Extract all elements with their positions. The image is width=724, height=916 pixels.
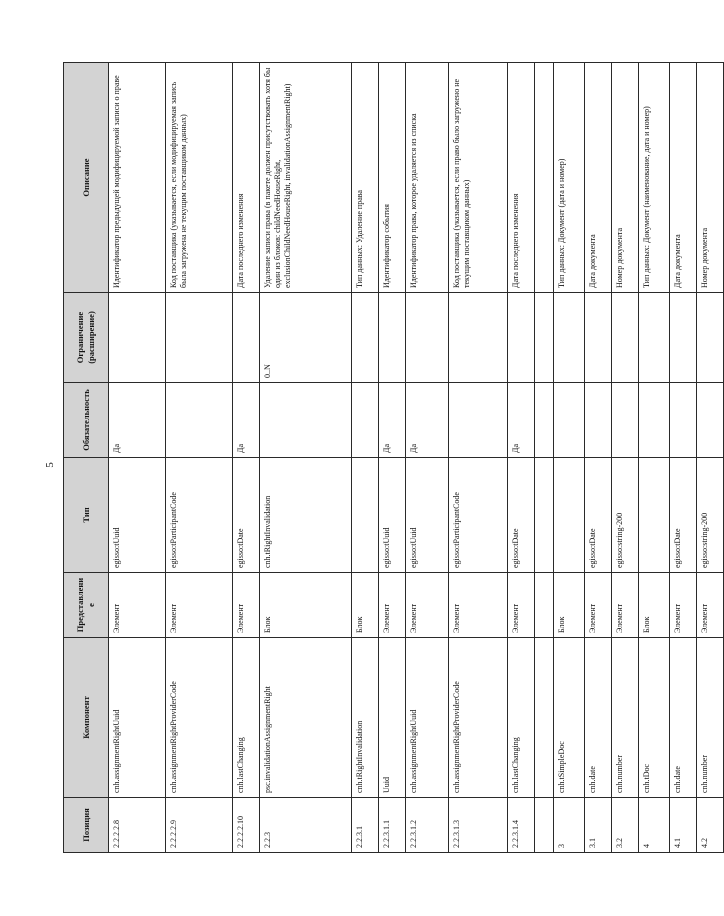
cell-description: Дата документа bbox=[585, 63, 612, 293]
table-row bbox=[508, 63, 535, 853]
cell-representation: Блок bbox=[260, 573, 352, 638]
cell-type: egisso:tUuid bbox=[379, 458, 406, 573]
cell-restriction: 0..N bbox=[260, 293, 352, 383]
cell-position: 4.2 bbox=[697, 798, 724, 853]
header-position: Позиция bbox=[64, 798, 109, 853]
cell-component: cnh.lastChanging bbox=[233, 638, 260, 798]
cell-description: Дата документа bbox=[670, 63, 697, 293]
table-row bbox=[697, 63, 724, 853]
cell-component: cnh.tDoc bbox=[639, 638, 670, 798]
cell-representation: Блок bbox=[639, 573, 670, 638]
cell-component: cnh.assignmentRightProviderCode bbox=[166, 638, 233, 798]
cell-description: Тип данных: Документ (дата и номер) bbox=[554, 63, 585, 293]
cell-representation: Блок bbox=[554, 573, 585, 638]
cell-component: cnh.assignmentRightProviderCode bbox=[449, 638, 508, 798]
header-component: Компонент bbox=[64, 638, 109, 798]
cell-description: Код поставщика (указывается, если право было загружено не текущим поставщиком данных) bbox=[449, 63, 508, 293]
header-description: Описание bbox=[64, 63, 109, 293]
cell-description: Идентификатор события bbox=[379, 63, 406, 293]
cell-required bbox=[166, 383, 233, 458]
cell-required bbox=[535, 383, 554, 458]
cell-restriction bbox=[352, 293, 379, 383]
cell-representation: Элемент bbox=[379, 573, 406, 638]
table-header-row bbox=[64, 63, 109, 853]
cell-required bbox=[449, 383, 508, 458]
cell-required: Да bbox=[406, 383, 449, 458]
cell-component: cnh.date bbox=[670, 638, 697, 798]
cell-restriction bbox=[406, 293, 449, 383]
cell-description: Удаление записи права (в пакете должен присутствовать хотя бы один из блоков: childNeedHouseRight, exclusionChildNeedHouseRight, invalidationAssignmentRight) bbox=[260, 63, 352, 293]
cell-required bbox=[554, 383, 585, 458]
cell-component: cnh.tRightInvalidation bbox=[352, 638, 379, 798]
header-restriction: Ограничение (расширение) bbox=[64, 293, 109, 383]
cell-position: 2.2.3.1.3 bbox=[449, 798, 508, 853]
cell-representation: Элемент bbox=[233, 573, 260, 638]
cell-representation: Элемент bbox=[406, 573, 449, 638]
cell-restriction bbox=[585, 293, 612, 383]
table-row bbox=[449, 63, 508, 853]
cell-description: Дата последнего изменения bbox=[233, 63, 260, 293]
cell-required: Да bbox=[109, 383, 166, 458]
page-number: 5 bbox=[44, 462, 56, 468]
cell-required bbox=[670, 383, 697, 458]
cell-representation: Блок bbox=[352, 573, 379, 638]
cell-position: 3.2 bbox=[612, 798, 639, 853]
cell-position: 2.2.3.1 bbox=[352, 798, 379, 853]
schema-table bbox=[63, 62, 724, 853]
cell-type bbox=[554, 458, 585, 573]
cell-restriction bbox=[379, 293, 406, 383]
cell-description: Код поставщика (указывается, если модифицируемая запись была загружена не текущим поставщиком данных) bbox=[166, 63, 233, 293]
cell-type bbox=[639, 458, 670, 573]
table-row bbox=[352, 63, 379, 853]
cell-position: 3.1 bbox=[585, 798, 612, 853]
cell-position: 2.2.3.1.4 bbox=[508, 798, 535, 853]
cell-representation: Элемент bbox=[697, 573, 724, 638]
table-row bbox=[585, 63, 612, 853]
cell-restriction bbox=[554, 293, 585, 383]
cell-type: egisso:tUuid bbox=[109, 458, 166, 573]
cell-position: 2.2.3.1.2 bbox=[406, 798, 449, 853]
cell-required bbox=[639, 383, 670, 458]
cell-component bbox=[535, 638, 554, 798]
table-row bbox=[670, 63, 697, 853]
cell-description: Тип данных: Документ (наименование, дата и номер) bbox=[639, 63, 670, 293]
cell-required: Да bbox=[508, 383, 535, 458]
cell-required bbox=[352, 383, 379, 458]
cell-type: egisso:tParticipantCode bbox=[166, 458, 233, 573]
header-representation: Представление bbox=[64, 573, 109, 638]
cell-description bbox=[535, 63, 554, 293]
cell-restriction bbox=[639, 293, 670, 383]
cell-required bbox=[260, 383, 352, 458]
cell-component: cnh.assignmentRightUuid bbox=[406, 638, 449, 798]
cell-restriction bbox=[535, 293, 554, 383]
cell-position: 3 bbox=[554, 798, 585, 853]
table-row bbox=[260, 63, 352, 853]
table-row bbox=[554, 63, 585, 853]
cell-representation bbox=[535, 573, 554, 638]
cell-position bbox=[535, 798, 554, 853]
cell-description: Дата последнего изменения bbox=[508, 63, 535, 293]
cell-restriction bbox=[233, 293, 260, 383]
header-required: Обязательность bbox=[64, 383, 109, 458]
cell-component: Uuid bbox=[379, 638, 406, 798]
cell-restriction bbox=[449, 293, 508, 383]
cell-type: egisso:tParticipantCode bbox=[449, 458, 508, 573]
cell-type: egisso:tDate bbox=[233, 458, 260, 573]
cell-representation: Элемент bbox=[166, 573, 233, 638]
cell-restriction bbox=[166, 293, 233, 383]
cell-type: egisso:tUuid bbox=[406, 458, 449, 573]
table-row bbox=[109, 63, 166, 853]
table-row bbox=[379, 63, 406, 853]
table-row-empty bbox=[535, 63, 554, 853]
cell-type: egisso:string-200 bbox=[612, 458, 639, 573]
table-row bbox=[233, 63, 260, 853]
cell-description: Номер документа bbox=[612, 63, 639, 293]
cell-representation: Элемент bbox=[612, 573, 639, 638]
cell-description: Идентификатор предыдущей модифицируемой записи о праве bbox=[109, 63, 166, 293]
cell-position: 2.2.3.1.1 bbox=[379, 798, 406, 853]
cell-component: cnh.assignmentRightUuid bbox=[109, 638, 166, 798]
cell-type: egisso:string-200 bbox=[697, 458, 724, 573]
cell-component: cnh.date bbox=[585, 638, 612, 798]
cell-position: 4.1 bbox=[670, 798, 697, 853]
table-row bbox=[406, 63, 449, 853]
cell-representation: Элемент bbox=[508, 573, 535, 638]
table-row bbox=[639, 63, 670, 853]
table-row bbox=[612, 63, 639, 853]
cell-restriction bbox=[109, 293, 166, 383]
cell-restriction bbox=[697, 293, 724, 383]
cell-type: egisso:tDate bbox=[670, 458, 697, 573]
cell-required bbox=[697, 383, 724, 458]
cell-representation: Элемент bbox=[670, 573, 697, 638]
cell-required: Да bbox=[379, 383, 406, 458]
cell-position: 2.2.2.2.8 bbox=[109, 798, 166, 853]
cell-position: 2.2.2.2.10 bbox=[233, 798, 260, 853]
cell-type: cnh.tRightInvalidation bbox=[260, 458, 352, 573]
cell-restriction bbox=[508, 293, 535, 383]
cell-restriction bbox=[670, 293, 697, 383]
cell-type bbox=[535, 458, 554, 573]
cell-component: cnh.number bbox=[612, 638, 639, 798]
cell-required bbox=[612, 383, 639, 458]
cell-representation: Элемент bbox=[449, 573, 508, 638]
cell-description: Номер документа bbox=[697, 63, 724, 293]
cell-component: cnh.tSimpleDoc bbox=[554, 638, 585, 798]
header-type: Тип bbox=[64, 458, 109, 573]
rotated-table-area bbox=[63, 63, 709, 853]
cell-component: cnh.lastChanging bbox=[508, 638, 535, 798]
cell-required: Да bbox=[233, 383, 260, 458]
cell-type: egisso:tDate bbox=[585, 458, 612, 573]
cell-type bbox=[352, 458, 379, 573]
cell-type: egisso:tDate bbox=[508, 458, 535, 573]
cell-description: Идентификатор права, которое удаляется из списка bbox=[406, 63, 449, 293]
cell-position: 2.2.3 bbox=[260, 798, 352, 853]
cell-component: psc.invalidationAssignmentRight bbox=[260, 638, 352, 798]
cell-position: 4 bbox=[639, 798, 670, 853]
cell-representation: Элемент bbox=[109, 573, 166, 638]
cell-required bbox=[585, 383, 612, 458]
cell-representation: Элемент bbox=[585, 573, 612, 638]
cell-component: cnh.number bbox=[697, 638, 724, 798]
cell-description: Тип данных: Удаление права bbox=[352, 63, 379, 293]
table-row bbox=[166, 63, 233, 853]
cell-position: 2.2.2.2.9 bbox=[166, 798, 233, 853]
cell-restriction bbox=[612, 293, 639, 383]
